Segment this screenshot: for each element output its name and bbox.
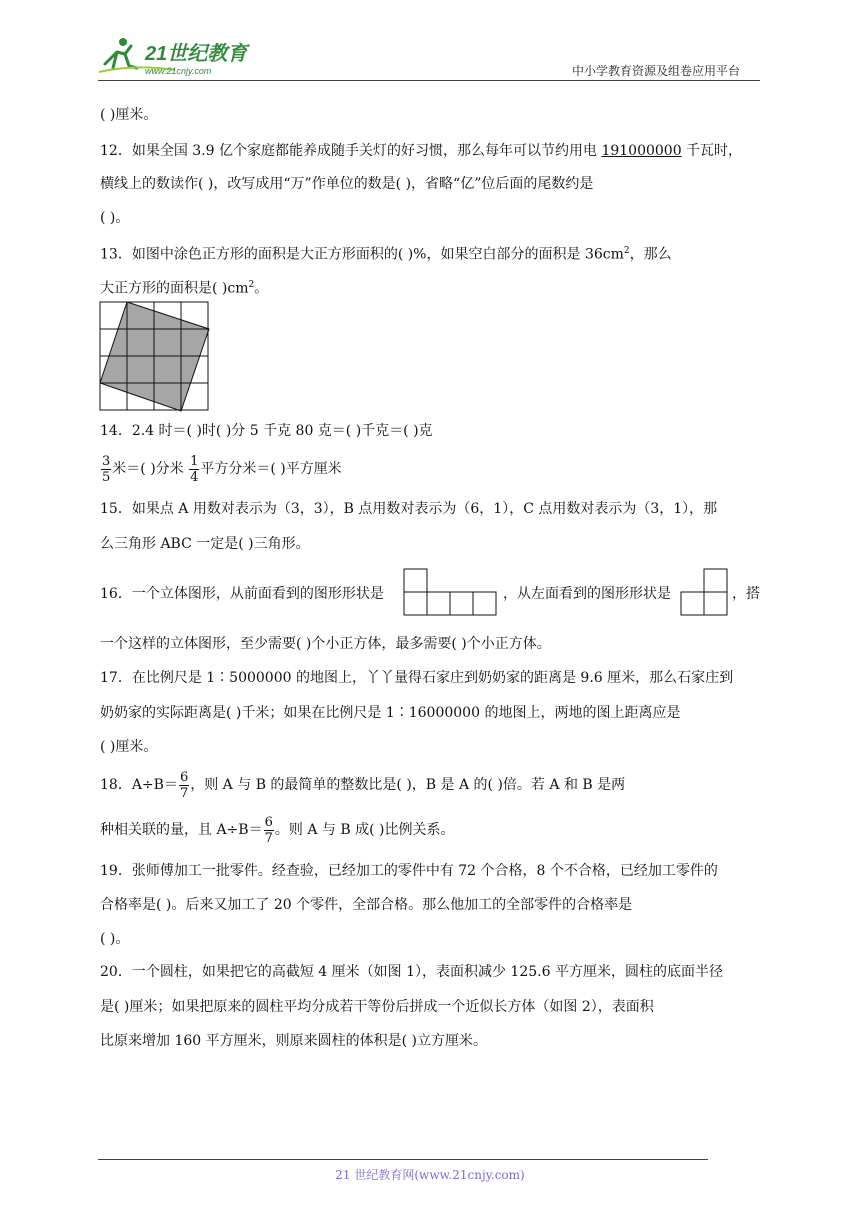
footer-divider (98, 1159, 708, 1160)
q12-line2: 横线上的数读作( )，改写成用“万”作单位的数是( )，省略“亿”位后面的尾数约是 (100, 176, 594, 192)
q13-text-2: ，那么 (629, 246, 672, 263)
q13-text-1: 13．如图中涂色正方形的面积是大正方形面积的( )%，如果空白部分的面积是 36cm (100, 246, 624, 263)
frac-num: 3 (102, 453, 111, 469)
frac-den: 5 (102, 469, 111, 485)
header-divider (98, 80, 760, 81)
frac-den: 4 (190, 469, 199, 485)
q14-line1: 14．2.4 时＝( )时( )分 5 千克 80 克＝( )千克＝( )克 (100, 423, 433, 439)
q13b-text-2: 。 (254, 280, 269, 297)
fraction-6-7 (264, 815, 274, 846)
q16-line1-text1: 16．一个立体图形，从前面看到的图形形状是 (100, 586, 384, 602)
q16-left-view-figure (680, 568, 730, 620)
q20-line1: 20．一个圆柱，如果把它的高截短 4 厘米（如图 1），表面积减少 125.6 平方厘米，圆柱的底面半径 (100, 964, 723, 980)
q17-line1: 17．在比例尺是 1∶5000000 的地图上，丫丫量得石家庄到奶奶家的距离是 9.6 厘米，那么石家庄到 (100, 670, 734, 686)
fraction-6-7 (179, 770, 189, 801)
q17-line2: 奶奶家的实际距离是( )千米；如果在比例尺是 1∶16000000 的地图上，两地的图上距离应是 (100, 705, 681, 721)
footer-link[interactable]: 21 世纪教育网(www.21cnjy.com) (335, 1168, 525, 1182)
line-prev-answer: ( )厘米。 (100, 107, 158, 123)
q12-line1 (100, 142, 742, 160)
q13b-sup: 2 (248, 280, 255, 290)
q19-line1: 19．张师傅加工一批零件。经查验，已经加工的零件中有 72 个合格，8 个不合格，已经加工零件的 (100, 863, 718, 879)
frac-den: 7 (264, 830, 273, 846)
q18b-text-1: 种相关联的量，且 A÷B＝ (100, 822, 263, 838)
frac-den: 7 (179, 785, 189, 801)
frac-num: 6 (264, 814, 273, 830)
q12-text-1: 12．如果全国 3.9 亿个家庭都能养成随手关灯的好习惯，那么每年可以节约用电 (100, 143, 602, 159)
q16-front-view-figure (403, 568, 499, 620)
q14b-text-2: 平方分米＝( )平方厘米 (200, 461, 342, 477)
q18b-text-2: 。则 A 与 B 成( )比例关系。 (274, 822, 455, 838)
site-logo (95, 34, 265, 78)
logo-text: 21世纪教育 (145, 43, 248, 65)
q19-line3: ( )。 (100, 931, 130, 947)
q12-underlined-number: 191000000 (601, 143, 682, 159)
q20-line3: 比原来增加 160 平方厘米，则原来圆柱的体积是( )立方厘米。 (100, 1033, 487, 1049)
q17-line3: ( )厘米。 (100, 739, 158, 755)
frac-num: 6 (179, 769, 189, 785)
fraction-3-5 (101, 454, 111, 485)
q12-line3: ( )。 (100, 210, 130, 226)
q20-line2: 是( )厘米；如果把原来的圆柱平均分成若干等份后拼成一个近似长方体（如图 2），表面积 (100, 999, 654, 1015)
q12-text-2: 千瓦时， (681, 143, 743, 159)
q13-line1 (100, 242, 672, 264)
q13-sup: 2 (623, 246, 630, 256)
q16-line1-text2: ，从左面看到的图形形状是 (503, 586, 671, 602)
platform-name: 中小学教育资源及组卷应用平台 (572, 64, 741, 78)
q16-line1-text3: ，搭 (732, 586, 760, 602)
q18a-text-1: 18．A÷B＝ (100, 777, 178, 793)
q15-line1: 15．如果点 A 用数对表示为（3，3），B 点用数对表示为（6，1），C 点用数对表示为（3，1），那 (100, 501, 718, 517)
q13b-text-1: 大正方形的面积是( )cm (100, 280, 249, 297)
q18-line1 (100, 768, 625, 802)
q14-line2 (100, 452, 342, 486)
fraction-1-4 (189, 454, 199, 485)
q16-line2: 一个这样的立体图形，至少需要( )个小正方体，最多需要( )个小正方体。 (100, 636, 551, 652)
q19-line2: 合格率是( )。后来又加工了 20 个零件，全部合格。那么他加工的全部零件的合格率是 (100, 897, 633, 913)
q14b-text-1: 米＝( )分米 (112, 461, 189, 477)
q15-line2: 么三角形 ABC 一定是( )三角形。 (100, 536, 310, 552)
frac-num: 1 (190, 453, 199, 469)
q18-line2 (100, 813, 454, 847)
logo-url: www.21cnjy.com (145, 66, 212, 76)
q18a-text-2: ，则 A 与 B 的最简单的整数比是( )，B 是 A 的( )倍。若 A 和 B 是两 (190, 777, 626, 793)
q13-grid-figure (99, 301, 211, 417)
q13-line2 (100, 276, 268, 298)
